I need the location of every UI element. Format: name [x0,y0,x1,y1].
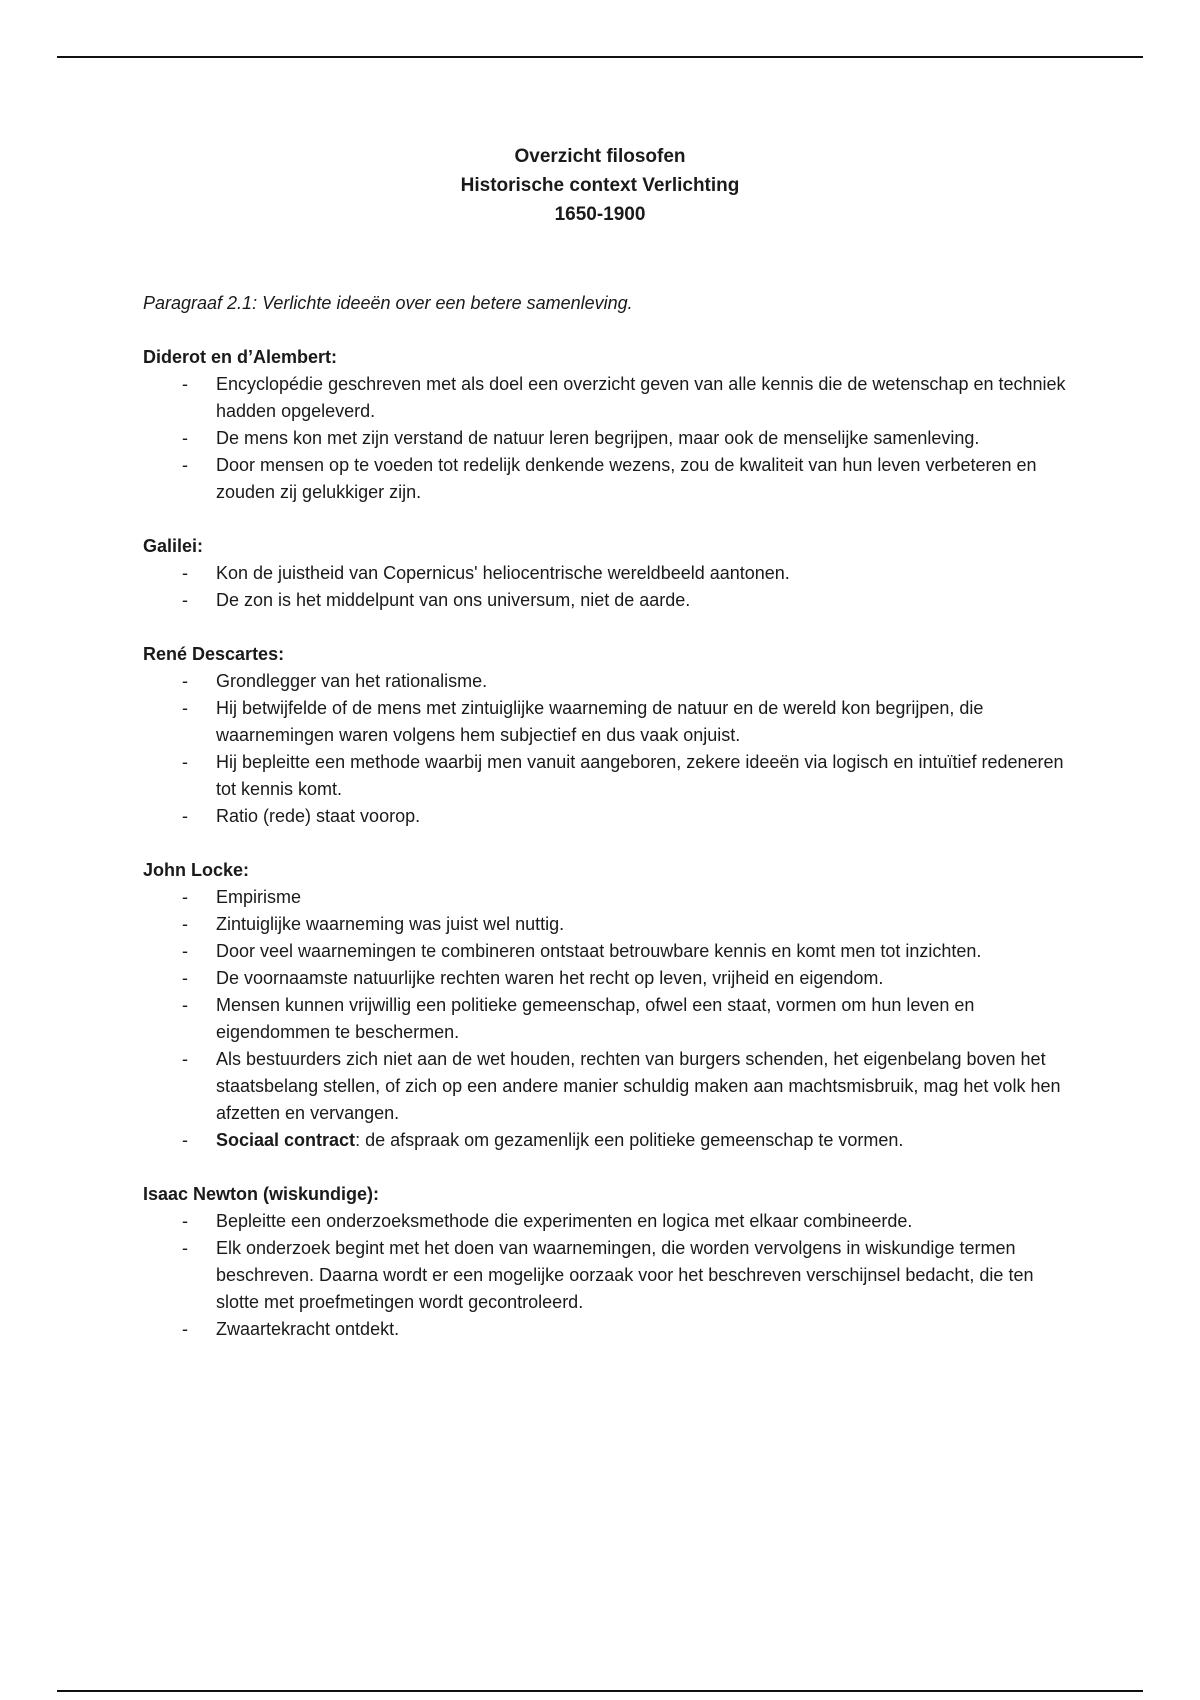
list-item-text: Hij betwijfelde of de mens met zintuiglijke waarneming de natuur en de wereld kon begrijpen, die waarnemingen waren volgens hem subjectief en dus vaak onjuist. [216,698,984,745]
paragraph-label: Paragraaf 2.1: Verlichte ideeën over een betere samenleving. [143,293,633,313]
list-item-text: Zintuiglijke waarneming was juist wel nuttig. [216,914,565,934]
list-item [143,1235,1073,1316]
list-item [143,1316,1073,1343]
list-item [143,1208,1073,1235]
list-item-text: Als bestuurders zich niet aan de wet houden, rechten van burgers schenden, het eigenbelang boven het staatsbelang stellen, of zich op een andere manier schuldig maken aan machtsmisbruik, mag het volk hen afzetten en vervangen. [216,1049,1061,1123]
document-body [143,290,1073,1370]
social-contract-text: : de afspraak om gezamenlijk een politieke gemeenschap te vormen. [355,1130,904,1150]
list-item-text: Hij bepleitte een methode waarbij men vanuit aangeboren, zekere ideeën via logisch en intuïtief redeneren tot kennis komt. [216,752,1064,799]
title-line-2: Historische context Verlichting [460,175,740,196]
bullet-list [143,560,1073,614]
title-line-3: 1650-1900 [554,204,646,225]
list-item-text: Grondlegger van het rationalisme. [216,671,488,691]
bottom-rule [57,1690,1143,1692]
document-title [0,142,1200,229]
list-item-text: Door mensen op te voeden tot redelijk denkende wezens, zou de kwaliteit van hun leven verbeteren en zouden zij gelukkiger zijn. [216,455,1037,502]
bullet-dash: - [182,752,188,772]
bullet-dash: - [182,563,188,583]
list-item-text: Door veel waarnemingen te combineren ontstaat betrouwbare kennis en komt men tot inzichten. [216,941,982,961]
bullet-dash: - [182,428,188,448]
bullet-dash: - [182,941,188,961]
list-item [143,938,1073,965]
bullet-dash: - [182,1130,188,1150]
bullet-dash: - [182,1319,188,1339]
list-item [143,884,1073,911]
list-item-text: Empirisme [216,887,302,907]
bullet-dash: - [182,671,188,691]
section-newton [143,1181,1073,1343]
bullet-dash: - [182,887,188,907]
bullet-list [143,884,1073,1154]
section-heading: Isaac Newton (wiskundige): [143,1184,380,1204]
list-item [143,1046,1073,1127]
list-item-text: Encyclopédie geschreven met als doel een overzicht geven van alle kennis die de wetenschap en techniek hadden opgeleverd. [216,374,1066,421]
bullet-dash: - [182,914,188,934]
bullet-dash: - [182,590,188,610]
bullet-dash: - [182,374,188,394]
list-item [143,749,1073,803]
title-line-1: Overzicht filosofen [514,146,686,167]
list-item [143,965,1073,992]
list-item [143,1127,1073,1154]
bullet-dash: - [182,1211,188,1231]
list-item-text: De zon is het middelpunt van ons universum, niet de aarde. [216,590,691,610]
section-heading: John Locke: [143,860,250,880]
section-descartes [143,641,1073,830]
section-locke [143,857,1073,1154]
section-heading: Galilei: [143,536,204,556]
section-diderot [143,344,1073,506]
bullet-dash: - [182,806,188,826]
section-galilei [143,533,1073,614]
list-item [143,668,1073,695]
bullet-dash: - [182,995,188,1015]
bullet-dash: - [182,1238,188,1258]
list-item [143,695,1073,749]
list-item-text: De voornaamste natuurlijke rechten waren het recht op leven, vrijheid en eigendom. [216,968,884,988]
bullet-list [143,371,1073,506]
list-item [143,587,1073,614]
list-item-text: Mensen kunnen vrijwillig een politieke gemeenschap, ofwel een staat, vormen om hun leven en eigendommen te beschermen. [216,995,975,1042]
social-contract-term: Sociaal contract [216,1130,356,1150]
list-item-text: Elk onderzoek begint met het doen van waarnemingen, die worden vervolgens in wiskundige termen beschreven. Daarna wordt er een mogelijke oorzaak voor het beschreven verschijnsel bedacht, die ten slotte met proefmetingen wordt gecontroleerd. [216,1238,1034,1312]
list-item-text: Bepleitte een onderzoeksmethode die experimenten en logica met elkaar combineerde. [216,1211,913,1231]
list-item [143,803,1073,830]
bullet-dash: - [182,968,188,988]
list-item-text: Zwaartekracht ontdekt. [216,1319,400,1339]
list-item-text: Kon de juistheid van Copernicus' heliocentrische wereldbeeld aantonen. [216,563,790,583]
list-item [143,452,1073,506]
list-item [143,992,1073,1046]
bullet-list [143,668,1073,830]
section-heading: Diderot en d’Alembert: [143,347,338,367]
list-item [143,560,1073,587]
list-item-text: De mens kon met zijn verstand de natuur leren begrijpen, maar ook de menselijke samenleving. [216,428,980,448]
bullet-list [143,1208,1073,1343]
list-item [143,911,1073,938]
list-item [143,425,1073,452]
bullet-dash: - [182,455,188,475]
bullet-dash: - [182,1049,188,1069]
list-item-text: Ratio (rede) staat voorop. [216,806,421,826]
list-item [143,371,1073,425]
bullet-dash: - [182,698,188,718]
section-heading: René Descartes: [143,644,285,664]
top-rule [57,56,1143,58]
